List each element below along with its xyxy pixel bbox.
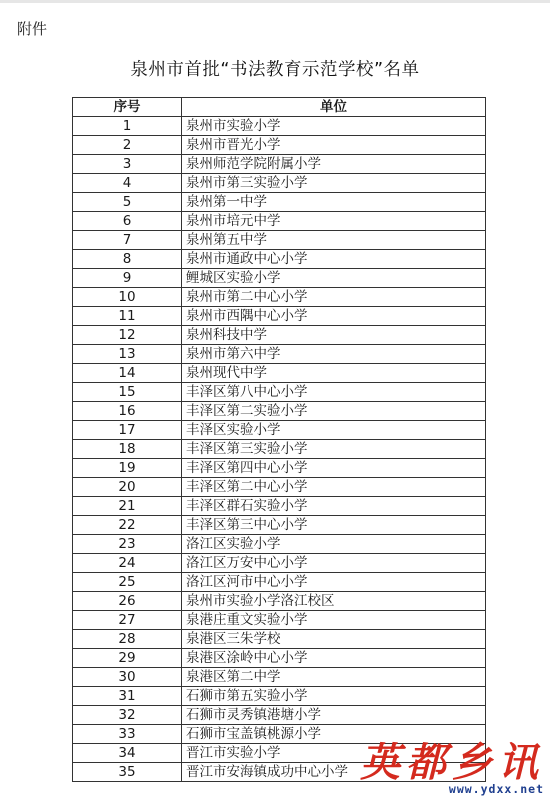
school-name-cell: 鲤城区实验小学	[182, 269, 486, 288]
row-number-cell: 34	[73, 744, 182, 763]
row-number-cell: 33	[73, 725, 182, 744]
school-name-cell: 泉州市通政中心小学	[182, 250, 486, 269]
table-row	[73, 193, 486, 212]
table-row	[73, 345, 486, 364]
table-row	[73, 497, 486, 516]
row-number-cell: 17	[73, 421, 182, 440]
school-name-cell: 丰泽区第四中心小学	[182, 459, 486, 478]
school-name-cell: 泉州第五中学	[182, 231, 486, 250]
row-number-cell: 24	[73, 554, 182, 573]
table-row	[73, 231, 486, 250]
school-name-cell: 泉州第一中学	[182, 193, 486, 212]
document-title: 泉州市首批“书法教育示范学校”名单	[130, 60, 420, 80]
table-row	[73, 250, 486, 269]
table-row	[73, 687, 486, 706]
school-name-cell: 泉港区涂岭中心小学	[182, 649, 486, 668]
school-name-cell: 泉州师范学院附属小学	[182, 155, 486, 174]
school-name-cell: 泉州市西隅中心小学	[182, 307, 486, 326]
school-name-cell: 洛江区河市中心小学	[182, 573, 486, 592]
school-name-cell: 泉州市第二中心小学	[182, 288, 486, 307]
table-row	[73, 630, 486, 649]
table-row	[73, 174, 486, 193]
table-row	[73, 402, 486, 421]
row-number-cell: 29	[73, 649, 182, 668]
row-number-cell: 2	[73, 136, 182, 155]
row-number-cell: 28	[73, 630, 182, 649]
table-row	[73, 117, 486, 136]
school-name-cell: 丰泽区第三实验小学	[182, 440, 486, 459]
table-row	[73, 421, 486, 440]
row-number-cell: 9	[73, 269, 182, 288]
watermark-url: www.ydxx.net	[448, 782, 544, 796]
table-row	[73, 611, 486, 630]
table-row	[73, 459, 486, 478]
school-name-cell: 石狮市灵秀镇港塘小学	[182, 706, 486, 725]
school-name-cell: 泉州市培元中学	[182, 212, 486, 231]
table-row	[73, 535, 486, 554]
row-number-cell: 35	[73, 763, 182, 782]
row-number-cell: 21	[73, 497, 182, 516]
row-number-cell: 27	[73, 611, 182, 630]
table-row	[73, 364, 486, 383]
row-number-cell: 23	[73, 535, 182, 554]
school-name-cell: 泉州市实验小学	[182, 117, 486, 136]
row-number-cell: 31	[73, 687, 182, 706]
school-name-cell: 石狮市第五实验小学	[182, 687, 486, 706]
table-row	[73, 440, 486, 459]
watermark	[360, 739, 544, 796]
row-number-cell: 30	[73, 668, 182, 687]
table-row	[73, 649, 486, 668]
table-row	[73, 554, 486, 573]
row-number-cell: 11	[73, 307, 182, 326]
row-number-cell: 3	[73, 155, 182, 174]
school-list-table	[72, 97, 486, 782]
school-name-cell: 丰泽区实验小学	[182, 421, 486, 440]
row-number-cell: 13	[73, 345, 182, 364]
table-row	[73, 516, 486, 535]
table-row	[73, 307, 486, 326]
school-name-cell: 丰泽区群石实验小学	[182, 497, 486, 516]
table-row	[73, 573, 486, 592]
table-row	[73, 592, 486, 611]
row-number-cell: 20	[73, 478, 182, 497]
school-name-cell: 泉州科技中学	[182, 326, 486, 345]
school-name-cell: 泉港区第二中学	[182, 668, 486, 687]
school-name-cell: 洛江区万安中心小学	[182, 554, 486, 573]
school-name-cell: 丰泽区第三中心小学	[182, 516, 486, 535]
table-row	[73, 668, 486, 687]
row-number-cell: 25	[73, 573, 182, 592]
table-row	[73, 326, 486, 345]
row-number-cell: 7	[73, 231, 182, 250]
row-number-cell: 32	[73, 706, 182, 725]
table-row	[73, 212, 486, 231]
school-name-cell: 丰泽区第二实验小学	[182, 402, 486, 421]
school-name-cell: 晋江市实验小学	[182, 744, 486, 763]
column-header-number: 序号	[73, 98, 182, 117]
school-name-cell: 泉港庄重文实验小学	[182, 611, 486, 630]
table-row	[73, 155, 486, 174]
row-number-cell: 22	[73, 516, 182, 535]
row-number-cell: 12	[73, 326, 182, 345]
school-name-cell: 晋江市安海镇成功中心小学	[182, 763, 486, 782]
row-number-cell: 4	[73, 174, 182, 193]
row-number-cell: 14	[73, 364, 182, 383]
row-number-cell: 5	[73, 193, 182, 212]
column-header-unit: 单位	[182, 98, 486, 117]
school-name-cell: 石狮市宝盖镇桃源小学	[182, 725, 486, 744]
row-number-cell: 6	[73, 212, 182, 231]
row-number-cell: 1	[73, 117, 182, 136]
school-name-cell: 洛江区实验小学	[182, 535, 486, 554]
school-name-cell: 泉港区三朱学校	[182, 630, 486, 649]
row-number-cell: 15	[73, 383, 182, 402]
school-name-cell: 泉州市实验小学洛江校区	[182, 592, 486, 611]
school-name-cell: 丰泽区第二中心小学	[182, 478, 486, 497]
table-row	[73, 478, 486, 497]
school-name-cell: 泉州市第六中学	[182, 345, 486, 364]
watermark-logo: 英都乡讯	[360, 739, 544, 786]
page-top-edge	[0, 0, 550, 3]
row-number-cell: 18	[73, 440, 182, 459]
table-row	[73, 269, 486, 288]
row-number-cell: 16	[73, 402, 182, 421]
row-number-cell: 26	[73, 592, 182, 611]
row-number-cell: 19	[73, 459, 182, 478]
table-body	[73, 117, 486, 782]
table-row	[73, 383, 486, 402]
table-row	[73, 706, 486, 725]
row-number-cell: 8	[73, 250, 182, 269]
row-number-cell: 10	[73, 288, 182, 307]
table-row	[73, 288, 486, 307]
attachment-label: 附件	[17, 20, 48, 38]
school-name-cell: 泉州市晋光小学	[182, 136, 486, 155]
table-header-row	[73, 98, 486, 117]
school-name-cell: 丰泽区第八中心小学	[182, 383, 486, 402]
school-name-cell: 泉州市第三实验小学	[182, 174, 486, 193]
school-name-cell: 泉州现代中学	[182, 364, 486, 383]
table-row	[73, 136, 486, 155]
